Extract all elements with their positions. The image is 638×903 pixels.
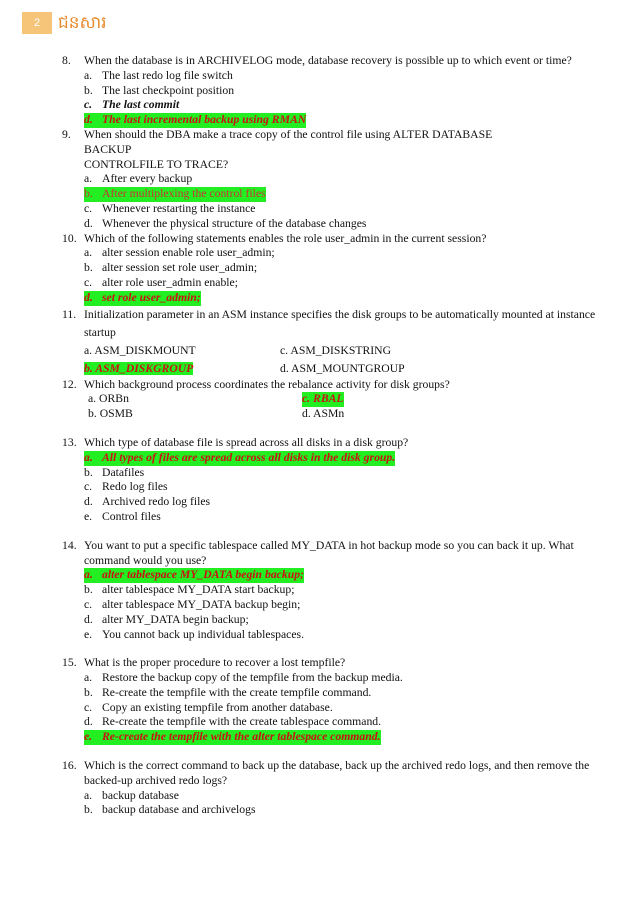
option: a. Restore the backup copy of the tempfile from the backup media. — [84, 671, 403, 685]
question-number: 16. — [62, 759, 77, 773]
option: c. Copy an existing tempfile from another database. — [84, 700, 333, 714]
page-header — [0, 12, 638, 34]
question-14 — [62, 539, 602, 643]
question-text: Which background process coordinates the rebalance activity for disk groups? — [84, 377, 450, 391]
question-15 — [62, 656, 602, 745]
option: d. alter MY_DATA begin backup; — [84, 612, 249, 626]
option: c. The last commit — [84, 98, 180, 112]
question-text: Which type of database file is spread across all disks in a disk group? — [84, 435, 409, 449]
question-13 — [62, 436, 602, 525]
option: d. Re-create the tempfile with the create tablespace command. — [84, 715, 382, 729]
option: a. After every backup — [84, 172, 193, 186]
option: c. Redo log files — [84, 480, 168, 494]
question-9 — [62, 128, 602, 232]
question-text: Which is the correct command to back up the database, back up the archived redo logs, and then remove the backed-up archived redo logs? — [84, 759, 590, 787]
question-list — [62, 54, 602, 818]
option: c. alter tablespace MY_DATA backup begin; — [84, 597, 301, 611]
option: b. Datafiles — [84, 465, 145, 479]
question-12 — [62, 378, 602, 422]
question-number: 14. — [62, 538, 77, 552]
option: d. Whenever the physical structure of the database changes — [84, 216, 367, 230]
question-8 — [62, 54, 602, 128]
question-number: 13. — [62, 435, 77, 449]
option: c. Whenever restarting the instance — [84, 201, 256, 215]
option-highlighted: d. The last incremental backup using RMAN — [84, 113, 307, 127]
question-text: What is the proper procedure to recover a lost tempfile? — [84, 656, 346, 670]
option-row: a. ORBn c. RBAL — [88, 392, 344, 406]
option: e. Control files — [84, 509, 161, 523]
option: b. alter tablespace MY_DATA start backup; — [84, 583, 295, 597]
question-number: 15. — [62, 656, 77, 670]
question-16 — [62, 759, 602, 818]
option-highlighted: e. Re-create the tempfile with the alter tablespace command. — [84, 730, 381, 744]
option-row: a. ASM_DISKMOUNT c. ASM_DISKSTRING — [84, 343, 392, 357]
question-10 — [62, 232, 602, 306]
option: b. alter session set role user_admin; — [84, 261, 258, 275]
question-11 — [62, 306, 602, 378]
option-row: b. OSMB d. ASMn — [88, 407, 345, 421]
question-number: 11. — [62, 307, 77, 321]
question-text: Initialization parameter in an ASM instance specifies the disk groups to be automatically mounted at instance startup — [84, 307, 596, 339]
option: b. backup database and archivelogs — [84, 803, 256, 817]
question-text: Which of the following statements enables the role user_admin in the current session? — [84, 231, 487, 245]
option: a. backup database — [84, 788, 179, 802]
header-title: ជនសារ — [58, 13, 107, 33]
option-highlighted: d. set role user_admin; — [84, 290, 201, 304]
option: d. Archived redo log files — [84, 495, 211, 509]
option: a. alter session enable role user_admin; — [84, 246, 275, 260]
question-number: 12. — [62, 377, 77, 391]
option-highlighted: b. After multiplexing the control files — [84, 187, 266, 201]
option: b. Re-create the tempfile with the create tempfile command. — [84, 685, 372, 699]
option: c. alter role user_admin enable; — [84, 275, 238, 289]
option: b. The last checkpoint position — [84, 83, 235, 97]
question-number: 10. — [62, 231, 77, 245]
question-number: 8. — [62, 54, 71, 67]
question-text: When the database is in ARCHIVELOG mode, database recovery is possible up to which event or time? — [84, 54, 572, 67]
question-number: 9. — [62, 127, 71, 141]
question-text: When should the DBA make a trace copy of the control file using ALTER DATABASE BACKUP CONTROLFILE TO TRACE? — [84, 127, 493, 171]
question-text: You want to put a specific tablespace called MY_DATA in hot backup mode so you can back it up. What command would you use? — [84, 538, 574, 567]
option-highlighted: a. alter tablespace MY_DATA begin backup; — [84, 568, 304, 582]
option-highlighted: a. All types of files are spread across all disks in the disk group. — [84, 450, 396, 464]
page-number: 2 — [22, 12, 52, 34]
option: a. The last redo log file switch — [84, 68, 233, 82]
option: e. You cannot back up individual tablespaces. — [84, 627, 305, 641]
option-row: b. ASM_DISKGROUP d. ASM_MOUNTGROUP — [84, 361, 405, 375]
